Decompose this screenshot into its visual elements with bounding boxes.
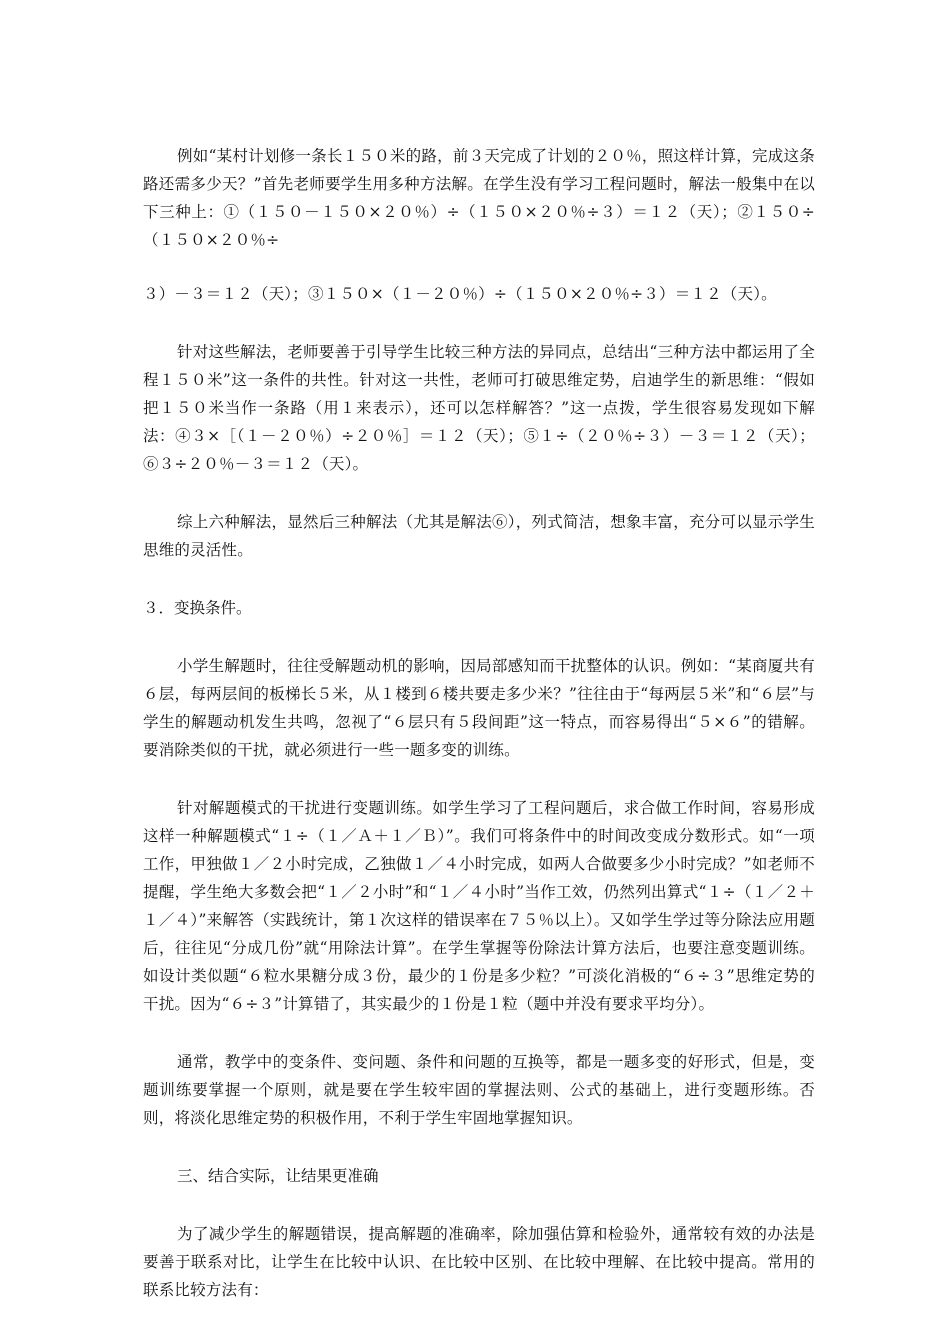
section-heading-change-conditions: ３．变换条件。: [143, 599, 252, 617]
paragraph-common-features: 针对这些解法，老师要善于引导学生比较三种方法的异同点，总结出“三种方法中都运用了全程１５０米”这一条件的共性。针对这一共性，老师可打破思维定势，启迪学生的新思维：“假如把１５０米当作一条路（用１来表示），还可以怎样解答？”这一点拨，学生很容易发现如下解法：④３×［（１－２０％）÷２０％］＝１２（天）；⑤１÷（２０％÷３）－３＝１２（天）；⑥３÷２０％－３＝１２（天）。: [143, 343, 815, 473]
section-heading-practical: 三、结合实际，让结果更准确: [177, 1167, 379, 1185]
paragraph-example-continued: ３）－３＝１２（天）；③１５０×（１－２０％）÷（１５０×２０％÷３）＝１２（天）。: [143, 285, 777, 303]
paragraph-comparison-methods: 为了减少学生的解题错误，提高解题的准确率，除加强估算和检验外，通常较有效的办法是要善于联系对比，让学生在比较中认识、在比较中区别、在比较中理解、在比较中提高。常用的联系比较方法有：: [143, 1225, 815, 1299]
paragraph-principle: 通常，教学中的变条件、变问题、条件和问题的互换等，都是一题多变的好形式，但是，变题训练要掌握一个原则，就是要在学生较牢固的掌握法则、公式的基础上，进行变题形练。否则，将淡化思维定势的积极作用，不利于学生牢固地掌握知识。: [143, 1053, 815, 1127]
paragraph-example-intro: 例如“某村计划修一条长１５０米的路，前３天完成了计划的２０％，照这样计算，完成这条路还需多少天？”首先老师要学生用多种方法解。在学生没有学习工程问题时，解法一般集中在以下三种上：①（１５０－１５０×２０％）÷（１５０×２０％÷３）＝１２（天）；②１５０÷（１５０×２０％÷: [143, 147, 815, 249]
document-body: [143, 142, 815, 1304]
paragraph-summary-six-methods: 综上六种解法，显然后三种解法（尤其是解法⑥），列式简洁，想象丰富，充分可以显示学生思维的灵活性。: [143, 513, 815, 559]
paragraph-interference: 小学生解题时，往往受解题动机的影响，因局部感知而干扰整体的认识。例如：“某商厦共有６层，每两层间的板梯长５米，从１楼到６楼共要走多少米？”往往由于“每两层５米”和“６层”与学生的解题动机发生共鸣，忽视了“６层只有５段间距”这一特点，而容易得出“５×６”的错解。要消除类似的干扰，就必须进行一些一题多变的训练。: [143, 657, 815, 759]
paragraph-variant-training: 针对解题模式的干扰进行变题训练。如学生学习了工程问题后，求合做工作时间，容易形成这样一种解题模式“１÷（１／Ａ＋１／Ｂ）”。我们可将条件中的时间改变成分数形式。如“一项工作，甲独做１／２小时完成，乙独做１／４小时完成，如两人合做要多少小时完成？”如老师不提醒，学生绝大多数会把“１／２小时”和“１／４小时”当作工效，仍然列出算式“１÷（１／２＋１／４）”来解答（实践统计，第１次这样的错误率在７５％以上）。又如学生学过等分除法应用题后，往往见“分成几份”就“用除法计算”。在学生掌握等份除法计算方法后，也要注意变题训练。如设计类似题“６粒水果糖分成３份，最少的１份是多少粒？”可淡化消极的“６÷３”思维定势的干扰。因为“６÷３”计算错了，其实最少的１份是１粒（题中并没有要求平均分）。: [143, 799, 815, 1013]
